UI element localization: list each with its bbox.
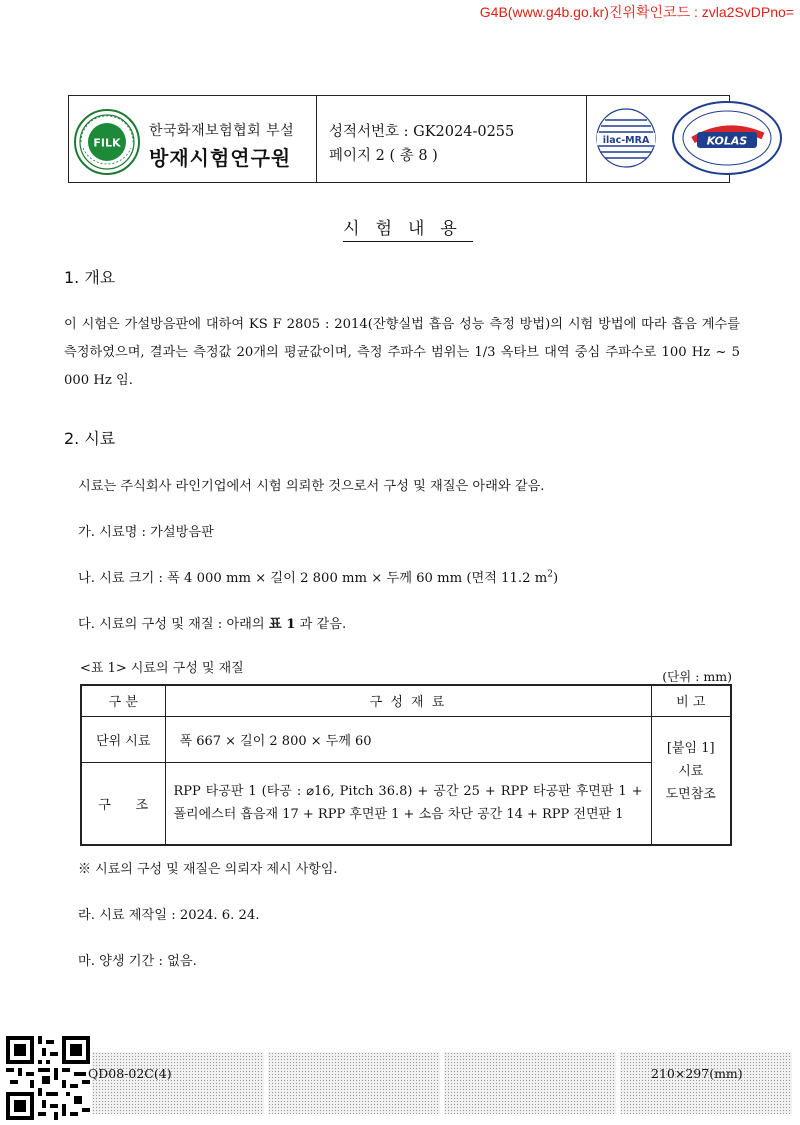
kolas-logo bbox=[671, 100, 783, 176]
sample-size: 나. 시료 크기 : 폭 4 000 mm × 길이 2 800 mm × 두께 60 mm (면적 11.2 $m^2$) bbox=[78, 569, 559, 586]
paper-size: 210×297(mm) bbox=[651, 1066, 743, 1081]
accreditation-cell bbox=[587, 96, 748, 182]
row-structure-value: RPP 타공판 1 (타공 : ⌀16, Pitch 36.8) + 공간 25 + RPP 타공판 후면판 1 + 폴리에스터 흡음재 17 + RPP 후면판 1 + 소음 차단 공간 14 + RPP 전면판 1 bbox=[165, 762, 651, 845]
table-note: ※ 시료의 구성 및 재질은 의뢰자 제시 사항임. bbox=[78, 862, 338, 877]
institute-name: 방재시험연구원 bbox=[149, 146, 292, 170]
table-header-row bbox=[81, 685, 731, 716]
qr-code bbox=[6, 1036, 90, 1120]
sample-composition-ref: 다. 시료의 구성 및 재질 : 아래의 표 1 과 같음. bbox=[78, 617, 347, 632]
footer-security-pattern bbox=[92, 1052, 264, 1114]
report-number: 성적서번호 : GK2024-0255 bbox=[329, 124, 515, 140]
sample-name: 가. 시료명 : 가설방음판 bbox=[78, 525, 214, 540]
form-code: QD08-02C(4) bbox=[88, 1066, 172, 1081]
row-unit-sample-value: 폭 667 × 길이 2 800 × 두께 60 bbox=[165, 716, 651, 762]
svg-text:FILK: FILK bbox=[93, 136, 121, 150]
page-title: 시험내용 bbox=[0, 214, 800, 239]
composition-table bbox=[80, 684, 732, 846]
curing-period: 마. 양생 기간 : 없음. bbox=[78, 954, 197, 969]
table-row bbox=[81, 762, 731, 845]
page-indicator: 페이지 2 ( 총 8 ) bbox=[329, 148, 438, 164]
svg-text:KOLAS: KOLAS bbox=[706, 134, 748, 148]
svg-text:ilac-MRA: ilac-MRA bbox=[602, 135, 650, 146]
row-structure-label: 구 조 bbox=[81, 762, 165, 845]
report-header bbox=[68, 95, 748, 183]
section-1-body: 이 시험은 가설방음판에 대하여 KS F 2805 : 2014(잔향실법 흡음 성능 측정 방법)의 시험 방법에 따라 흡음 계수를 측정하였으며, 결과는 측정값 20개의 평균값이며, 측정 주파수 범위는 1/3 옥타브 대역 중심 주파수로 100 Hz ~ 5 000 Hz 임. bbox=[64, 317, 740, 388]
table-unit: (단위 : mm) bbox=[662, 669, 732, 684]
header-category: 구 분 bbox=[81, 685, 165, 716]
header-remark: 비 고 bbox=[651, 685, 731, 716]
table-row bbox=[81, 716, 731, 762]
ilac-mra-logo bbox=[595, 102, 657, 174]
sample-intro: 시료는 주식회사 라인기업에서 시험 의뢰한 것으로서 구성 및 재질은 아래와 같음. bbox=[78, 479, 545, 494]
header-material: 구 성 재 료 bbox=[165, 685, 651, 716]
row-unit-sample-label: 단위 시료 bbox=[81, 716, 165, 762]
institute-subtitle: 한국화재보험협회 부설 bbox=[149, 123, 295, 139]
section-2-heading: 2. 시료 bbox=[64, 429, 116, 448]
footer-security-pattern bbox=[620, 1052, 792, 1114]
remark-cell: [붙임 1] 시료 도면참조 bbox=[651, 716, 731, 845]
institute-cell bbox=[69, 96, 317, 182]
manufacture-date: 라. 시료 제작일 : 2024. 6. 24. bbox=[78, 908, 260, 923]
verification-code: G4B(www.g4b.go.kr)진위확인코드 : zvla2SvDPno= bbox=[479, 4, 794, 20]
filk-logo bbox=[73, 108, 141, 176]
report-info-cell bbox=[317, 96, 587, 182]
footer-security-pattern bbox=[444, 1052, 616, 1114]
footer-security-pattern bbox=[268, 1052, 440, 1114]
section-1-heading: 1. 개요 bbox=[64, 268, 116, 287]
table-caption: <표 1> 시료의 구성 및 재질 bbox=[80, 661, 244, 676]
